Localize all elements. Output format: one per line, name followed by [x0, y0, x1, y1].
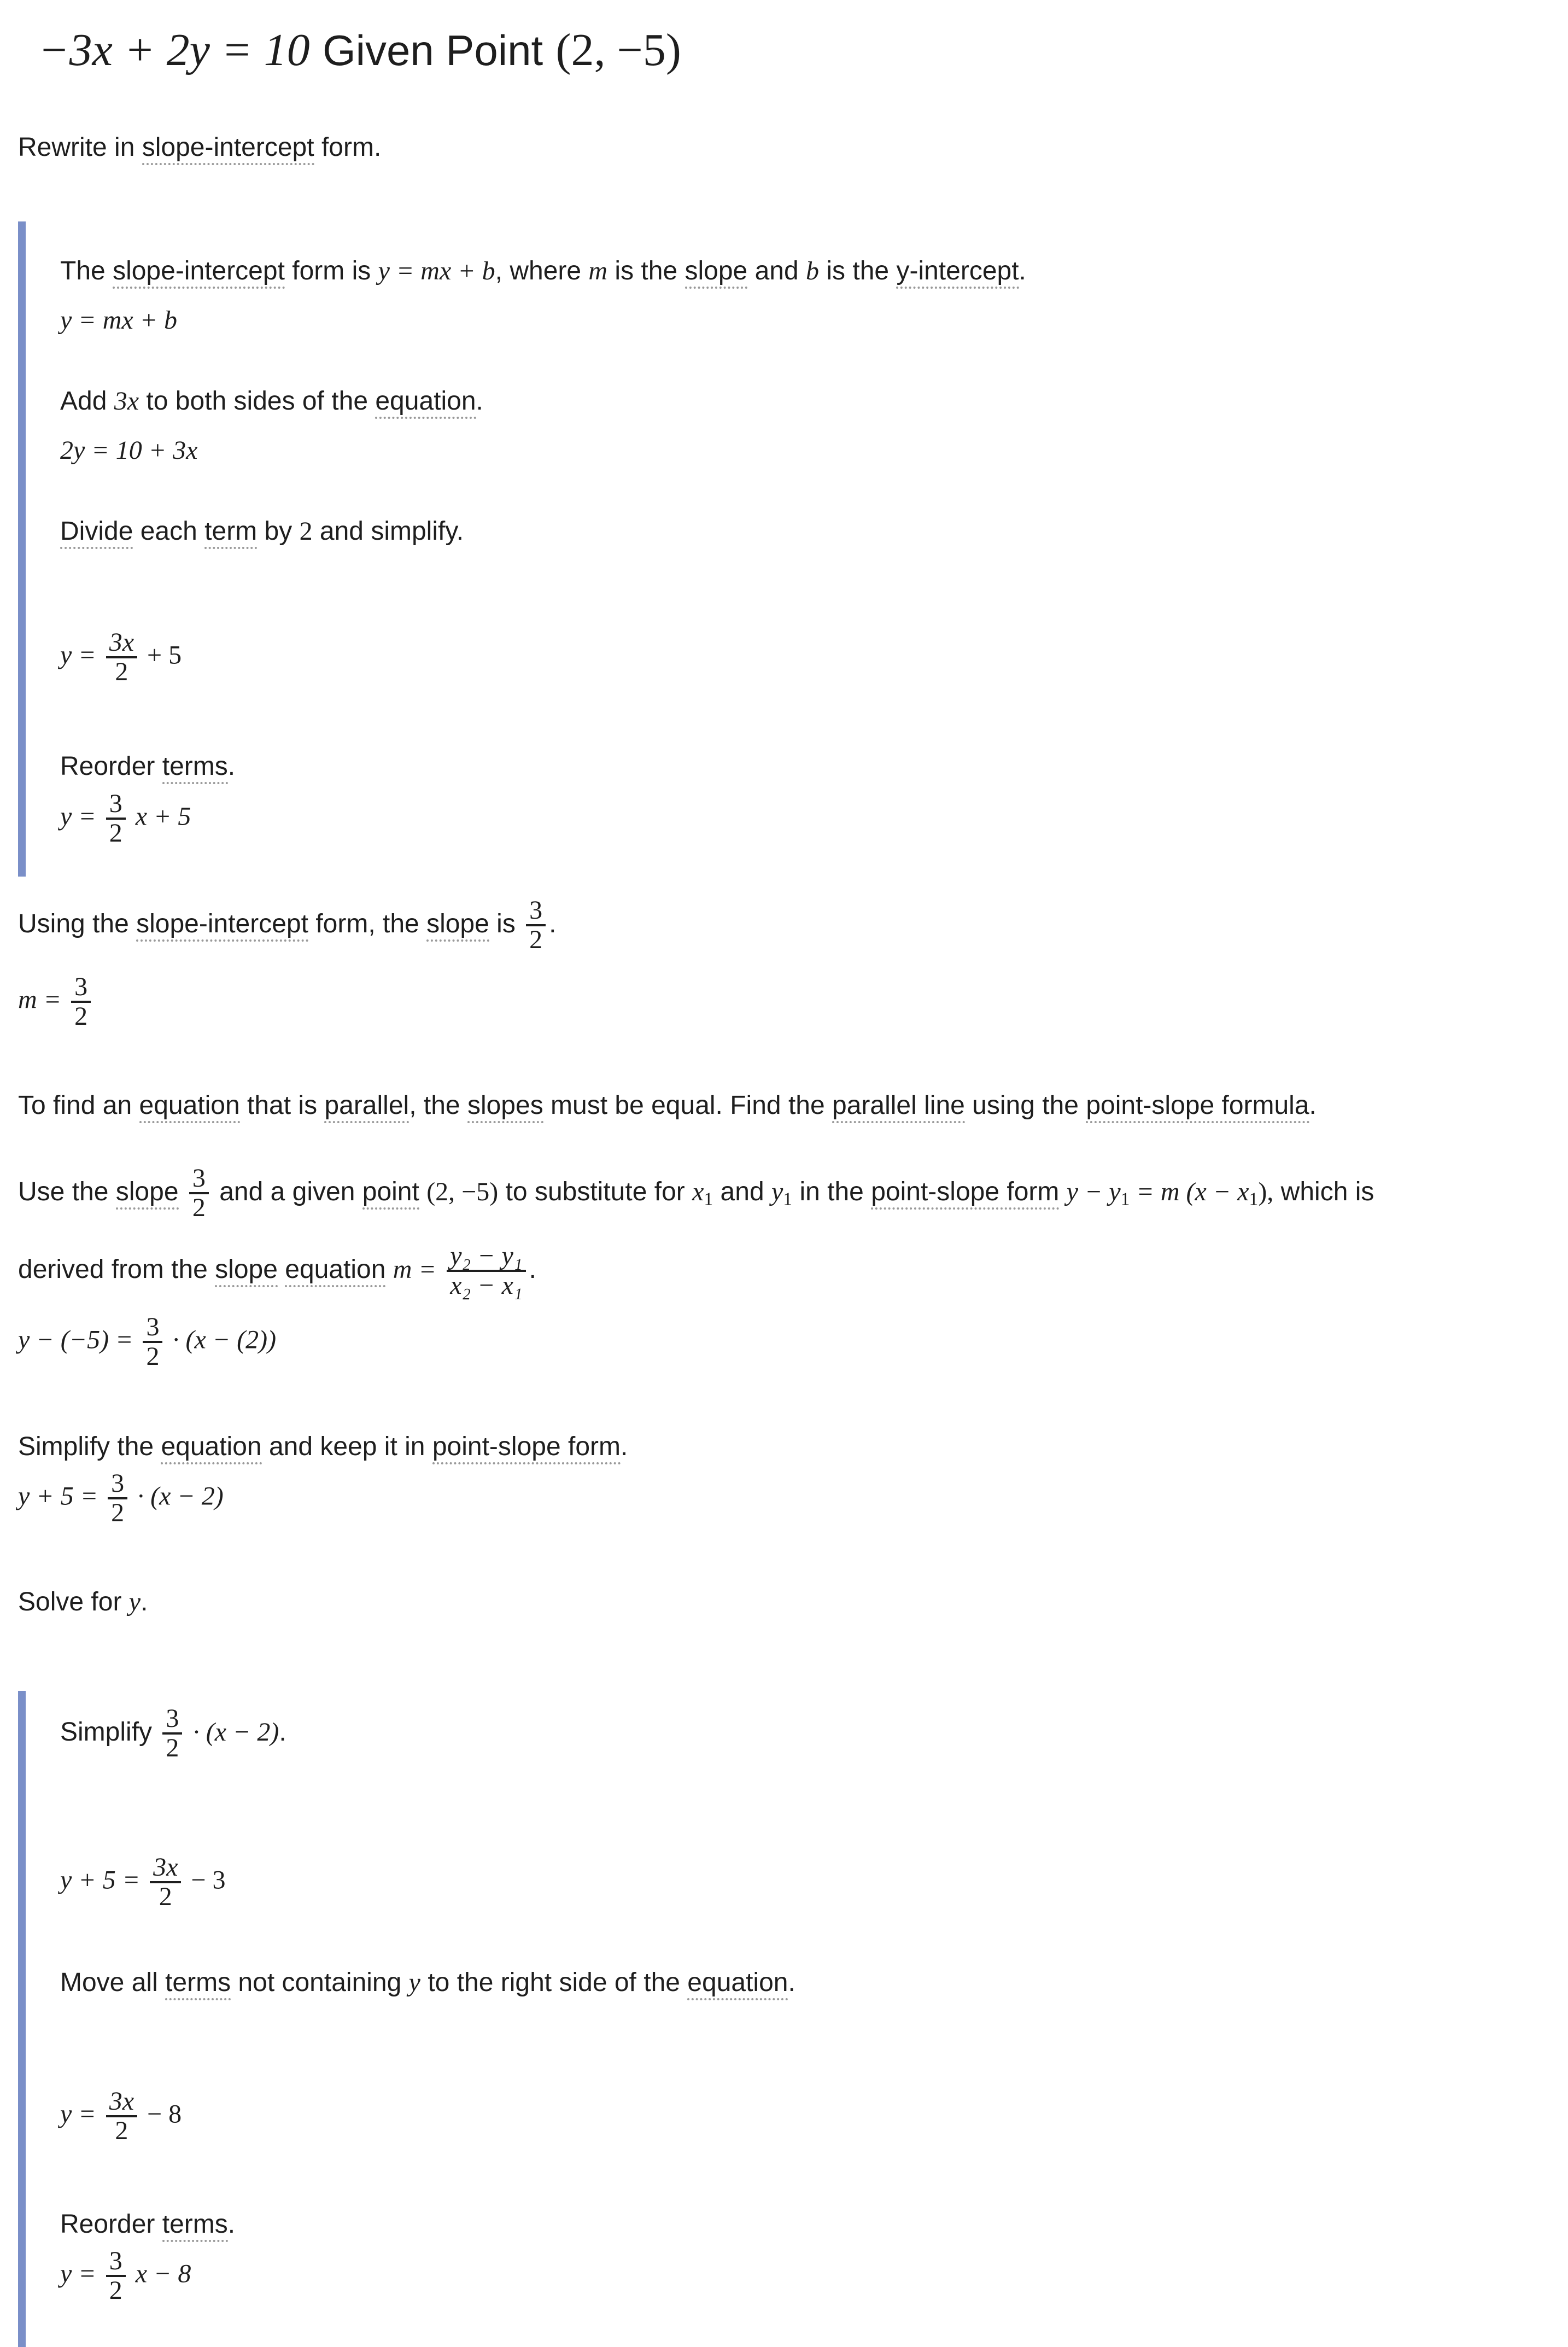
text: . — [227, 2210, 236, 2239]
block1-eq3 — [60, 629, 182, 686]
text: Add — [60, 387, 107, 416]
math: (2, −5) — [426, 1177, 499, 1207]
fraction — [150, 1854, 181, 1911]
fraction-denominator: 2 — [529, 925, 543, 955]
math: m = — [393, 1255, 436, 1285]
link-parallel-line[interactable]: parallel line — [832, 1091, 965, 1123]
block1-eq2: 2y = 10 + 3x — [60, 436, 198, 465]
math: · (x − (2)) — [172, 1325, 277, 1355]
text: To find an — [18, 1091, 132, 1120]
text: Simplify the — [18, 1432, 154, 1461]
fraction — [526, 897, 546, 954]
math: · (x − 2) — [137, 1481, 224, 1511]
subscript: 1 — [783, 1189, 793, 1210]
text: that is — [247, 1091, 318, 1120]
link-y-intercept[interactable]: y-intercept — [896, 256, 1019, 289]
link-divide[interactable]: Divide — [60, 517, 133, 549]
fraction-numerator: 3 — [162, 1705, 182, 1735]
text: and keep it in — [268, 1432, 425, 1461]
math: x − 8 — [135, 2259, 191, 2288]
text: and — [720, 1177, 764, 1207]
text: and a given — [219, 1177, 355, 1207]
text: . — [1019, 256, 1026, 285]
text: . — [141, 1587, 148, 1616]
text: . — [549, 909, 557, 939]
math: y + 5 = — [60, 1865, 141, 1895]
fraction-denominator: x₂ − x₁ — [450, 1271, 523, 1300]
link-equation[interactable]: equation — [285, 1255, 385, 1287]
text: must be equal. Find the — [551, 1091, 825, 1120]
text: is the — [826, 256, 890, 285]
text: and — [754, 256, 799, 285]
text: Move all — [60, 1968, 158, 1997]
title-equation: −3x + 2y = 10 — [38, 25, 310, 75]
math: m = — [18, 985, 62, 1014]
text: Simplify — [60, 1718, 153, 1747]
link-slope[interactable]: slope — [685, 256, 748, 289]
block1-line2 — [60, 388, 483, 414]
text: is — [496, 909, 516, 939]
fraction-numerator: 3 — [71, 973, 91, 1003]
step-simplify — [18, 1434, 628, 1460]
text: each — [140, 517, 197, 546]
fraction-numerator: 3 — [143, 1313, 162, 1343]
math — [771, 1177, 793, 1210]
block1-line3 — [60, 518, 464, 545]
step-substitute-line2 — [18, 1242, 536, 1300]
math: − 3 — [191, 1865, 226, 1895]
subscript: 1 — [1249, 1189, 1259, 1210]
fraction-numerator: 3 — [189, 1165, 209, 1194]
fraction-denominator: 2 — [109, 819, 122, 848]
fraction-denominator: 2 — [192, 1193, 206, 1223]
block-bar-2 — [18, 1691, 26, 2347]
fraction — [106, 2088, 137, 2145]
math: b — [806, 256, 820, 285]
fraction — [189, 1165, 209, 1222]
link-slope[interactable]: slope — [426, 909, 489, 942]
fraction — [162, 1705, 182, 1762]
link-slopes[interactable]: slopes — [467, 1091, 543, 1123]
math: y + 5 = — [18, 1481, 98, 1511]
fraction-denominator: 2 — [115, 657, 128, 687]
text: . — [227, 752, 236, 781]
math: ), — [1258, 1177, 1274, 1207]
fraction-numerator: y₂ − y₁ — [447, 1242, 525, 1272]
math: 3x — [114, 387, 139, 416]
link-point-slope-form[interactable]: point-slope form — [432, 1432, 621, 1464]
fraction-denominator: 2 — [115, 2116, 128, 2146]
fraction-numerator: 3x — [106, 2088, 137, 2117]
title-label: Given Point — [322, 26, 543, 74]
text: form, the — [315, 909, 419, 939]
fraction — [143, 1313, 162, 1371]
math — [692, 1177, 713, 1210]
text: is the — [615, 256, 678, 285]
link-point-slope-form[interactable]: point-slope form — [871, 1177, 1059, 1210]
link-slope-intercept[interactable]: slope-intercept — [136, 909, 308, 942]
math: y — [771, 1177, 783, 1207]
math: y = — [60, 2259, 96, 2288]
step-rewrite — [18, 135, 381, 161]
text: to the right side of the — [428, 1968, 680, 1997]
text: and simplify. — [319, 517, 464, 546]
fraction-numerator: 3 — [526, 897, 546, 926]
fraction-numerator: 3 — [106, 2247, 126, 2277]
link-slope-intercept[interactable]: slope-intercept — [142, 133, 314, 165]
text: by — [264, 517, 292, 546]
fraction-denominator: 2 — [159, 1882, 172, 1912]
fraction — [71, 973, 91, 1031]
math: y − (−5) = — [18, 1325, 133, 1355]
fraction — [106, 790, 126, 848]
fraction-numerator: 3 — [106, 790, 126, 820]
link-point-slope-formula[interactable]: point-slope formula — [1086, 1091, 1309, 1123]
link-equation[interactable]: equation — [687, 1968, 788, 2000]
block2-line1 — [60, 1705, 286, 1762]
block-bar-1 — [18, 221, 26, 877]
fraction-denominator: 2 — [146, 1342, 160, 1371]
text: , the — [409, 1091, 460, 1120]
text: , where — [495, 256, 582, 285]
text: which is — [1280, 1177, 1374, 1207]
math: y — [408, 1968, 420, 1997]
link-slope[interactable]: slope — [215, 1255, 278, 1287]
text: Solve for — [18, 1587, 122, 1616]
text: . — [621, 1432, 628, 1461]
block1-line1 — [60, 258, 1026, 284]
text: in the — [799, 1177, 864, 1207]
link-equation[interactable]: equation — [375, 387, 476, 419]
text: Use the — [18, 1177, 109, 1207]
fraction-numerator: 3x — [150, 1854, 181, 1883]
math: y = — [60, 2099, 96, 2129]
link-term[interactable]: term — [204, 517, 257, 549]
block2-eq3 — [60, 2247, 191, 2305]
math: y = mx + b — [378, 256, 495, 285]
text: derived from the — [18, 1255, 208, 1285]
text: using the — [972, 1091, 1079, 1120]
math: y — [128, 1587, 141, 1616]
title-point: (2, −5) — [555, 25, 681, 75]
math: + 5 — [147, 640, 182, 670]
text: Reorder — [60, 752, 155, 781]
fraction-denominator: 2 — [74, 1002, 88, 1031]
text: The — [60, 256, 106, 285]
eq-substituted — [18, 1313, 276, 1371]
fraction-denominator: 2 — [111, 1498, 125, 1528]
block2-line3 — [60, 2211, 235, 2238]
fraction — [106, 2247, 126, 2305]
text: form. — [321, 133, 382, 162]
fraction — [108, 1470, 127, 1527]
text: . — [788, 1968, 795, 1997]
text: . — [529, 1255, 536, 1285]
link-point[interactable]: point — [362, 1177, 419, 1210]
eq-point-slope — [18, 1470, 224, 1527]
eq-m — [18, 973, 94, 1031]
step-solve — [18, 1589, 148, 1615]
link-parallel[interactable]: parallel — [324, 1091, 409, 1123]
fraction-denominator: 2 — [166, 1733, 179, 1763]
step-parallel — [18, 1093, 1317, 1119]
text: Rewrite in — [18, 133, 135, 162]
step-slope — [18, 897, 557, 954]
math: 2 — [299, 517, 313, 546]
fraction-denominator: 2 — [109, 2276, 122, 2305]
page-title — [38, 26, 681, 73]
fraction-numerator: 3x — [106, 629, 137, 658]
text: Reorder — [60, 2210, 155, 2239]
text: to both sides of the — [146, 387, 368, 416]
fraction-numerator: 3 — [108, 1470, 127, 1499]
math: y − y — [1066, 1177, 1121, 1207]
fraction — [106, 629, 137, 686]
math: y = — [60, 802, 96, 831]
math: m — [588, 256, 608, 285]
text: Using the — [18, 909, 129, 939]
link-terms[interactable]: terms — [165, 1968, 231, 2000]
block2-line2 — [60, 1970, 795, 1996]
text: . — [1309, 1091, 1317, 1120]
subscript: 1 — [704, 1189, 713, 1210]
step-substitute-line1 — [18, 1165, 1374, 1222]
math: = m (x − x — [1136, 1177, 1249, 1207]
link-equation[interactable]: equation — [161, 1432, 261, 1464]
link-slope[interactable]: slope — [116, 1177, 179, 1210]
link-terms[interactable]: terms — [162, 752, 228, 784]
text: . — [476, 387, 483, 416]
math: · (x − 2) — [192, 1718, 279, 1747]
math: x — [692, 1177, 704, 1207]
block2-eq1 — [60, 1854, 225, 1911]
math — [1066, 1177, 1274, 1210]
math: y = — [60, 640, 96, 670]
link-slope-intercept[interactable]: slope-intercept — [113, 256, 285, 289]
link-terms[interactable]: terms — [162, 2210, 228, 2242]
text: form is — [292, 256, 371, 285]
link-equation[interactable]: equation — [139, 1091, 240, 1123]
block1-eq4 — [60, 790, 191, 848]
math: x + 5 — [135, 802, 191, 831]
text: . — [279, 1718, 286, 1747]
math: − 8 — [147, 2099, 182, 2129]
block2-eq2 — [60, 2088, 182, 2145]
block1-eq1: y = mx + b — [60, 306, 178, 335]
text: to substitute for — [505, 1177, 685, 1207]
fraction — [447, 1242, 525, 1300]
block1-line4 — [60, 754, 235, 780]
subscript: 1 — [1120, 1189, 1130, 1210]
text: not containing — [238, 1968, 402, 1997]
